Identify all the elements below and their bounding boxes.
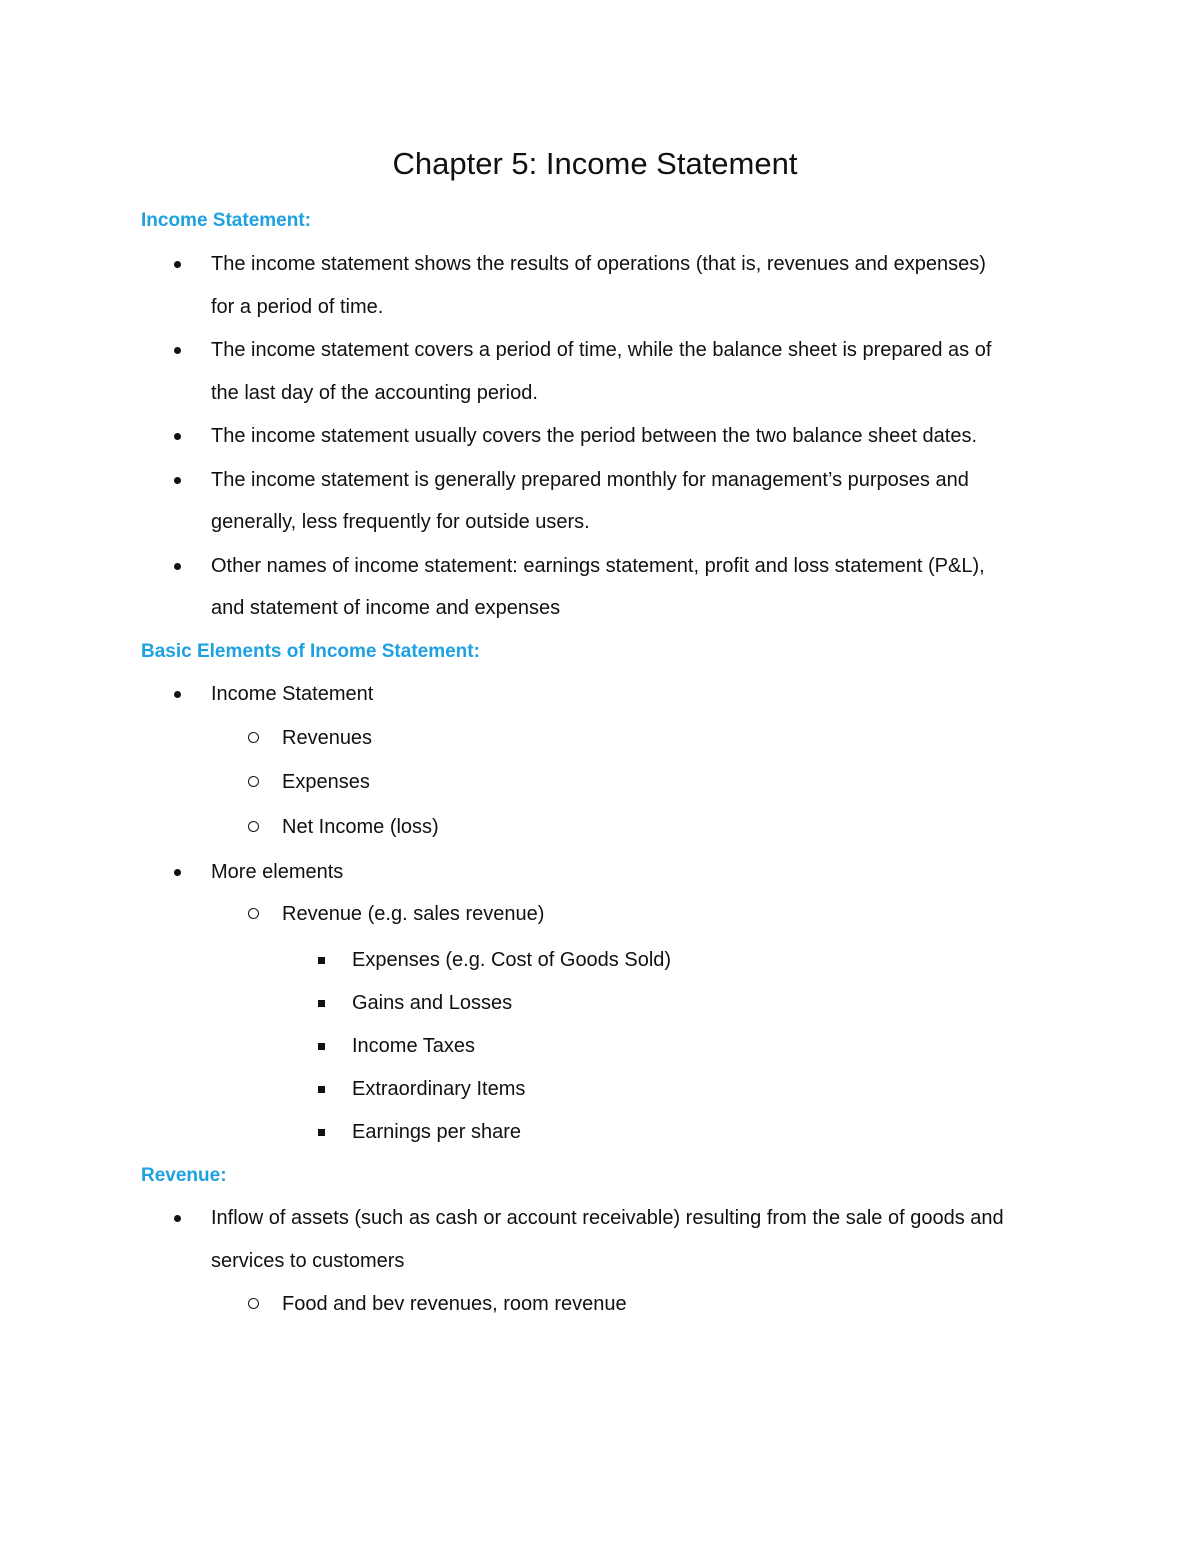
bullet-dot (174, 250, 181, 278)
bullet-dot (174, 680, 181, 708)
list-item-line: The income statement shows the results of operations (that is, revenues and expenses) (211, 253, 986, 275)
sub-sub-list-item: Extraordinary Items (352, 1078, 526, 1100)
sub-list-item: Revenue (e.g. sales revenue) (282, 903, 545, 925)
bullet-circle (248, 724, 259, 752)
bullet-circle (248, 900, 259, 928)
page-title: Chapter 5: Income Statement (392, 146, 798, 181)
sub-list-item: Food and bev revenues, room revenue (282, 1293, 627, 1315)
section-heading-revenue: Revenue: (141, 1165, 227, 1186)
bullet-circle (248, 813, 259, 841)
list-item-line: services to customers (211, 1250, 405, 1272)
bullet-dot (174, 1204, 181, 1232)
bullet-square (318, 1032, 325, 1060)
list-item-line: The income statement is generally prepared monthly for management’s purposes and (211, 469, 969, 491)
sub-list-item: Revenues (282, 727, 373, 749)
sub-list-item: Expenses (282, 771, 370, 793)
bullet-square (318, 989, 325, 1017)
list-item-line: and statement of income and expenses (211, 597, 561, 619)
bullet-square (318, 946, 325, 974)
list-item-line: Other names of income statement: earnings statement, profit and loss statement (P&L), (211, 555, 985, 577)
sub-sub-list-item: Earnings per share (352, 1121, 521, 1143)
bullet-square (318, 1075, 325, 1103)
bullet-circle (248, 1290, 259, 1318)
bullet-dot (174, 466, 181, 494)
bullet-dot (174, 336, 181, 364)
list-item: Income Statement (211, 683, 374, 705)
list-item-line: for a period of time. (211, 296, 384, 318)
list-item-line: The income statement usually covers the period between the two balance sheet dates. (211, 425, 978, 447)
sub-list-item: Net Income (loss) (282, 816, 439, 838)
bullet-square (318, 1118, 325, 1146)
bullet-dot (174, 858, 181, 886)
bullet-dot (174, 422, 181, 450)
list-item: More elements (211, 861, 344, 883)
section-heading-income-statement: Income Statement: (141, 210, 311, 231)
list-item-line: generally, less frequently for outside users. (211, 511, 590, 533)
section-heading-basic-elements: Basic Elements of Income Statement: (141, 641, 480, 662)
sub-sub-list-item: Expenses (e.g. Cost of Goods Sold) (352, 949, 672, 971)
list-item-line: Inflow of assets (such as cash or account receivable) resulting from the sale of goods and (211, 1207, 1004, 1229)
list-item-line: the last day of the accounting period. (211, 382, 538, 404)
sub-sub-list-item: Gains and Losses (352, 992, 513, 1014)
bullet-dot (174, 552, 181, 580)
sub-sub-list-item: Income Taxes (352, 1035, 476, 1057)
list-item-line: The income statement covers a period of time, while the balance sheet is prepared as of (211, 339, 992, 361)
bullet-circle (248, 768, 259, 796)
